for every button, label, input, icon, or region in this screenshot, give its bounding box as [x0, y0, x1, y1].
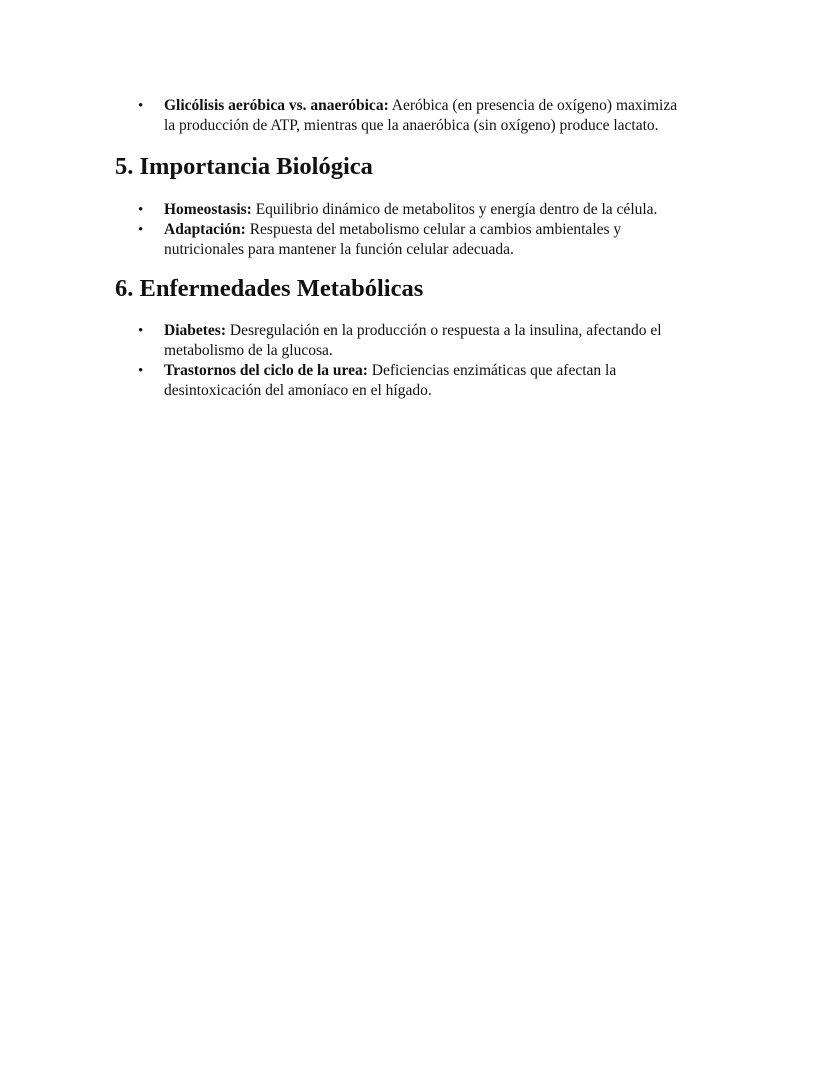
- bullet-icon: •: [138, 222, 144, 238]
- list-item-text: Aeróbica (en presencia de oxígeno) maximiza: [388, 97, 678, 114]
- list-item-term: Trastornos del ciclo de la urea:: [164, 362, 368, 379]
- list-item-text-continuation: metabolismo de la glucosa.: [164, 342, 333, 359]
- bullet-list-importancia: [136, 200, 716, 260]
- bullet-list-glycolysis: [136, 96, 716, 136]
- list-item: [136, 96, 716, 136]
- list-item-text-continuation: desintoxicación del amoníaco en el hígado.: [164, 382, 432, 399]
- list-item-text: Respuesta del metabolismo celular a cambios ambientales y: [245, 221, 622, 238]
- section-heading-importancia: 5. Importancia Biológica: [115, 153, 373, 180]
- bullet-list-enfermedades: [136, 321, 716, 401]
- list-item: [136, 361, 716, 401]
- list-item-term: Diabetes:: [164, 322, 226, 339]
- bullet-icon: •: [138, 98, 144, 114]
- list-item-term: Homeostasis:: [164, 201, 252, 218]
- list-item-text: Equilibrio dinámico de metabolitos y energía dentro de la célula.: [251, 201, 658, 218]
- list-item-term: Glicólisis aeróbica vs. anaeróbica:: [164, 97, 389, 114]
- bullet-icon: •: [138, 363, 144, 379]
- bullet-icon: •: [138, 202, 144, 218]
- list-item-term: Adaptación:: [164, 221, 246, 238]
- list-item: [136, 200, 716, 220]
- list-item-text: Deficiencias enzimáticas que afectan la: [367, 362, 617, 379]
- list-item: [136, 220, 716, 260]
- list-item-text-continuation: la producción de ATP, mientras que la anaeróbica (sin oxígeno) produce lactato.: [164, 117, 659, 134]
- list-item-text: Desregulación en la producción o respuesta a la insulina, afectando el: [226, 322, 662, 339]
- section-heading-enfermedades: 6. Enfermedades Metabólicas: [115, 275, 424, 302]
- list-item: [136, 321, 716, 361]
- bullet-icon: •: [138, 323, 144, 339]
- list-item-text-continuation: nutricionales para mantener la función celular adecuada.: [164, 241, 514, 258]
